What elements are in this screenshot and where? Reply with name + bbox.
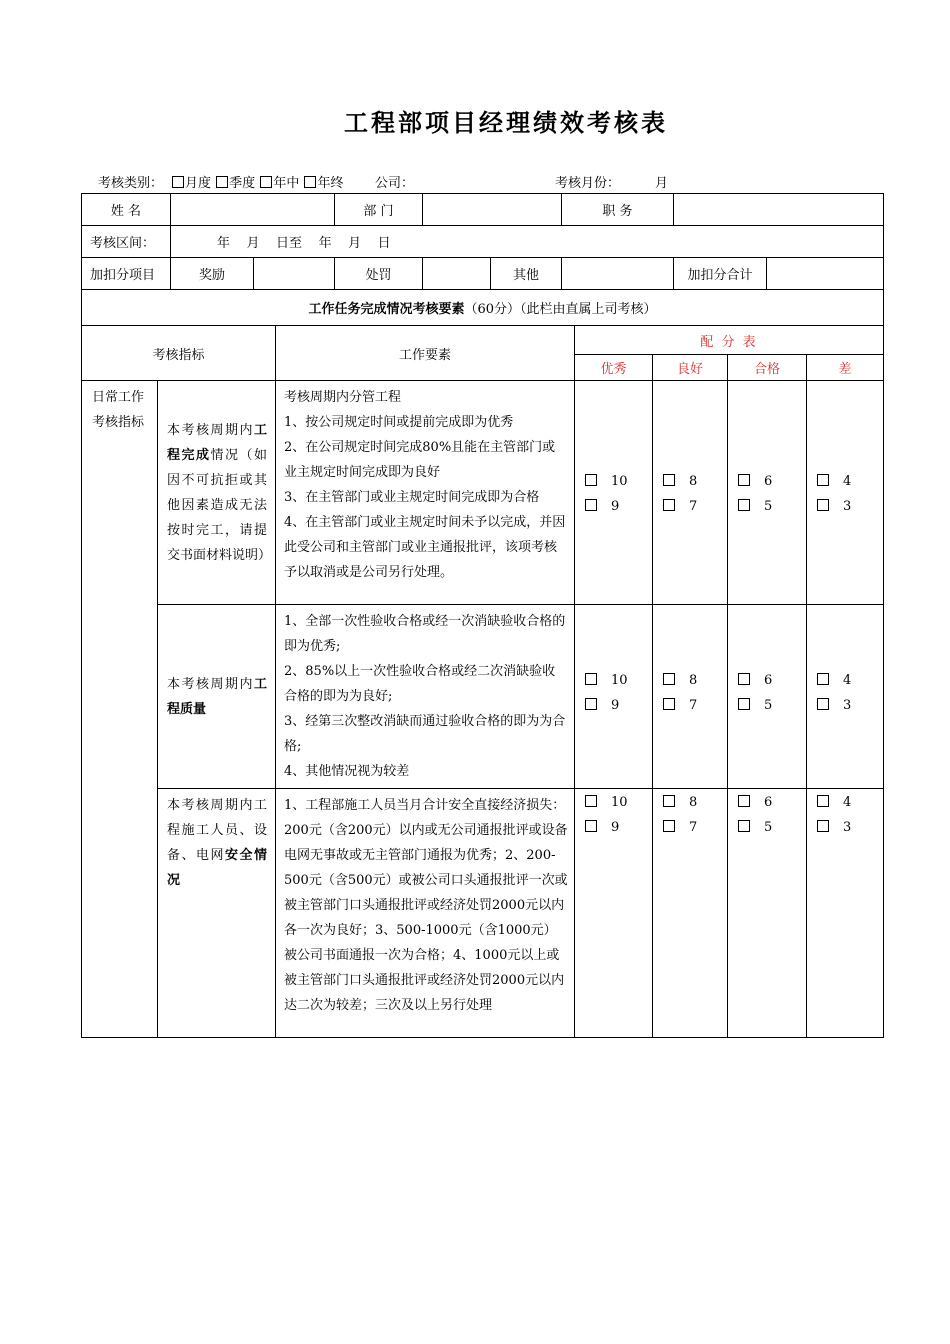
score-value: 3 — [843, 698, 852, 713]
score-option[interactable] — [738, 790, 772, 840]
checkbox[interactable] — [738, 795, 750, 807]
type-options — [171, 172, 343, 191]
score-cell-pass — [728, 605, 807, 789]
total-field[interactable] — [767, 258, 884, 290]
indicator-cell — [158, 381, 276, 605]
score-value: 9 — [611, 698, 620, 713]
other-field[interactable] — [562, 258, 674, 290]
col-poor: 差 — [807, 355, 884, 381]
checkbox[interactable] — [817, 820, 829, 832]
score-value: 7 — [689, 499, 698, 514]
checkbox[interactable] — [738, 673, 750, 685]
score-option[interactable] — [817, 469, 851, 519]
requirement-cell: 1、全部一次性验收合格或经一次消缺验收合格的即为优秀; 2、85%以上一次性验收合格或经二次消缺验收合格的即为为良好; 3、经第三次整改消缺而通过验收合格的即为为合格; 4、其他情况视为较差 — [276, 605, 575, 789]
requirement-cell: 考核周期内分管工程 1、按公司规定时间或提前完成即为优秀 2、在公司规定时间完成80%且能在主管部门或业主规定时间完成即为良好 3、在主管部门或业主规定时间完成即为合格 4、在主管部门或业主规定时间未予以完成，并因此受公司和主管部门或业主通报批评，该项考核予以取消或是公司另行处理。 — [276, 381, 575, 605]
score-value: 4 — [843, 795, 852, 810]
score-option[interactable] — [585, 790, 628, 840]
col-indicator: 考核指标 — [82, 326, 276, 381]
checkbox[interactable] — [663, 673, 675, 685]
checkbox[interactable] — [663, 499, 675, 511]
score-value: 3 — [843, 820, 852, 835]
reward-label: 奖励 — [171, 258, 254, 290]
indicator-text: 本考核周期内工程施工人员、设备、电网 — [167, 798, 268, 863]
name-field[interactable] — [171, 194, 335, 226]
position-label: 职 务 — [562, 194, 674, 226]
opt-month: 月度 — [185, 176, 212, 191]
checkbox[interactable] — [817, 474, 829, 486]
score-value: 4 — [843, 673, 852, 688]
score-cell-pass — [728, 789, 807, 1038]
checkbox[interactable] — [585, 499, 597, 511]
indicator-bold: 工程完成 — [167, 422, 268, 463]
col-requirement: 工作要素 — [276, 326, 575, 381]
table-row — [82, 605, 884, 789]
penalty-field[interactable] — [423, 258, 491, 290]
total-label: 加扣分合计 — [674, 258, 767, 290]
checkbox[interactable] — [585, 820, 597, 832]
score-option[interactable] — [663, 668, 697, 718]
score-option[interactable] — [585, 668, 628, 718]
category-label: 日常工作考核指标 — [82, 381, 158, 1038]
score-cell-good — [653, 789, 728, 1038]
score-value: 8 — [689, 474, 698, 489]
bonus-label: 加扣分项目 — [82, 258, 171, 290]
section-title-bold: 工作任务完成情况考核要素 — [308, 302, 465, 317]
col-excellent: 优秀 — [575, 355, 653, 381]
score-value: 6 — [764, 474, 773, 489]
score-cell-poor — [807, 789, 884, 1038]
checkbox[interactable] — [738, 820, 750, 832]
indicator-cell — [158, 605, 276, 789]
table-row — [82, 381, 884, 605]
score-cell-poor — [807, 605, 884, 789]
score-value: 10 — [611, 673, 628, 688]
score-cell-excellent — [575, 381, 653, 605]
header-table — [81, 193, 884, 326]
page-title: 工程部项目经理绩效考核表 — [344, 109, 668, 137]
checkbox[interactable] — [738, 499, 750, 511]
opt-midyear: 年中 — [273, 176, 300, 191]
dept-field[interactable] — [423, 194, 562, 226]
score-option[interactable] — [738, 469, 772, 519]
score-value: 8 — [689, 795, 698, 810]
score-option[interactable] — [817, 790, 851, 840]
checkbox-yearend[interactable] — [304, 176, 316, 188]
score-value: 4 — [843, 474, 852, 489]
checkbox[interactable] — [585, 673, 597, 685]
score-option[interactable] — [817, 668, 851, 718]
col-score-table: 配 分 表 — [575, 326, 884, 355]
checkbox[interactable] — [817, 673, 829, 685]
indicator-text: 本考核周期内 — [167, 422, 254, 438]
score-value: 9 — [611, 499, 620, 514]
score-option[interactable] — [663, 469, 697, 519]
score-value: 7 — [689, 698, 698, 713]
checkbox[interactable] — [585, 698, 597, 710]
checkbox-quarter[interactable] — [216, 176, 228, 188]
indicator-cell — [158, 789, 276, 1038]
checkbox[interactable] — [738, 474, 750, 486]
month-unit: 月 — [655, 176, 669, 191]
checkbox[interactable] — [738, 698, 750, 710]
score-option[interactable] — [663, 790, 697, 840]
checkbox[interactable] — [817, 698, 829, 710]
checkbox[interactable] — [663, 820, 675, 832]
type-label: 考核类别： — [98, 176, 164, 191]
score-cell-pass — [728, 381, 807, 605]
score-value: 6 — [764, 673, 773, 688]
score-cell-poor — [807, 381, 884, 605]
checkbox[interactable] — [585, 474, 597, 486]
col-pass: 合格 — [728, 355, 807, 381]
company-label: 公司： — [375, 176, 415, 191]
score-option[interactable] — [738, 668, 772, 718]
score-value: 5 — [764, 820, 773, 835]
score-value: 7 — [689, 820, 698, 835]
checkbox[interactable] — [663, 474, 675, 486]
score-value: 9 — [611, 820, 620, 835]
score-cell-good — [653, 381, 728, 605]
indicator-bold: 安全情况 — [167, 848, 267, 888]
score-value: 5 — [764, 499, 773, 514]
score-value: 6 — [764, 795, 773, 810]
position-field[interactable] — [674, 194, 884, 226]
score-cell-excellent — [575, 605, 653, 789]
indicator-text: 本考核周期内 — [167, 676, 254, 692]
score-value: 3 — [843, 499, 852, 514]
indicator-text: 情况（如因不可抗拒或其他因素造成无法按时完工，请提交书面材料说明） — [167, 447, 272, 563]
score-value: 10 — [611, 795, 628, 810]
score-cell-excellent — [575, 789, 653, 1038]
dept-label: 部 门 — [335, 194, 423, 226]
period-label: 考核区间： — [82, 226, 171, 258]
checkbox[interactable] — [817, 499, 829, 511]
checkbox[interactable] — [585, 795, 597, 807]
opt-yearend: 年终 — [317, 176, 344, 191]
checkbox[interactable] — [817, 795, 829, 807]
reward-field[interactable] — [254, 258, 335, 290]
col-good: 良好 — [653, 355, 728, 381]
checkbox-midyear[interactable] — [260, 176, 272, 188]
score-value: 5 — [764, 698, 773, 713]
month-label: 考核月份： — [555, 176, 621, 191]
checkbox[interactable] — [663, 698, 675, 710]
score-cell-good — [653, 605, 728, 789]
score-value: 10 — [611, 474, 628, 489]
name-label: 姓 名 — [82, 194, 171, 226]
period-field[interactable]: 年 月 日至 年 月 日 — [171, 226, 884, 258]
score-value: 8 — [689, 673, 698, 688]
other-label: 其他 — [491, 258, 562, 290]
table-row — [82, 789, 884, 1038]
section-title-rest: （60分）（此栏由直属上司考核） — [464, 302, 657, 317]
section-title — [82, 290, 884, 326]
checkbox[interactable] — [663, 795, 675, 807]
checkbox-month[interactable] — [172, 176, 184, 188]
assessment-table — [81, 325, 884, 1038]
requirement-cell: 1、工程部施工人员当月合计安全直接经济损失：200元（含200元）以内或无公司通报批评或设备电网无事故或无主管部门通报为优秀；2、200-500元（含500元）或被公司口头通报批评一次或被主管部门口头通报批评或经济处罚2000元以内各一次为良好；3、500-1000元（含1000元）被公司书面通报一次为合格；4、1000元以上或被主管部门口头通报批评或经济处罚2000元以内达二次为较差；三次及以上另行处理 — [276, 789, 575, 1038]
indicator-bold: 工程质量 — [167, 676, 268, 717]
score-option[interactable] — [585, 469, 628, 519]
opt-quarter: 季度 — [229, 176, 256, 191]
penalty-label: 处罚 — [335, 258, 423, 290]
